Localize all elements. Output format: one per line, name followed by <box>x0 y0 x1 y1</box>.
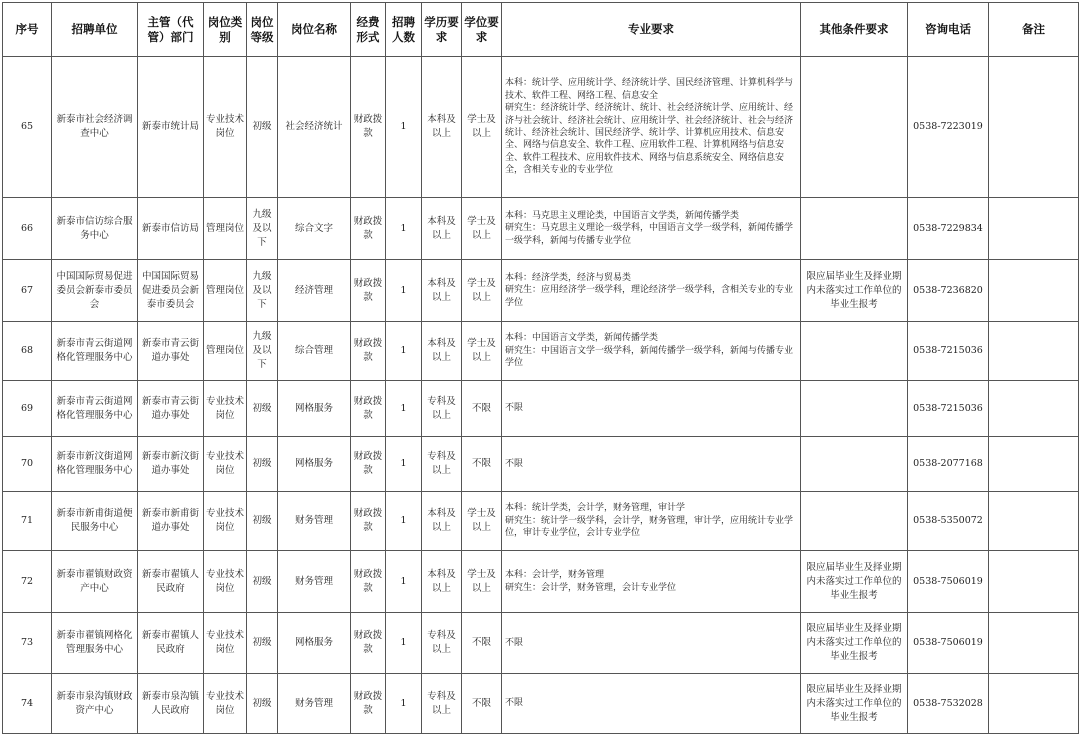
table-row <box>3 198 1079 260</box>
cell-education: 专科及以上 <box>422 674 462 734</box>
cell-dept: 新泰市新甫街道办事处 <box>138 492 204 551</box>
cell-level: 初级 <box>247 551 278 613</box>
header-level: 岗位等级 <box>247 3 278 57</box>
cell-seq: 74 <box>3 674 52 734</box>
cell-phone: 0538-7215036 <box>908 381 989 437</box>
cell-degree: 不限 <box>462 613 502 674</box>
cell-seq: 69 <box>3 381 52 437</box>
cell-position: 社会经济统计 <box>278 57 351 198</box>
cell-count: 1 <box>386 322 422 381</box>
cell-level: 九级及以下 <box>247 198 278 260</box>
cell-level: 初级 <box>247 613 278 674</box>
cell-education: 本科及以上 <box>422 260 462 322</box>
cell-position: 网格服务 <box>278 381 351 437</box>
cell-count: 1 <box>386 381 422 437</box>
cell-count: 1 <box>386 492 422 551</box>
cell-education: 本科及以上 <box>422 322 462 381</box>
header-education: 学历要求 <box>422 3 462 57</box>
cell-degree: 不限 <box>462 674 502 734</box>
cell-phone: 0538-7532028 <box>908 674 989 734</box>
cell-position: 综合文字 <box>278 198 351 260</box>
cell-major: 不限 <box>502 674 801 734</box>
cell-count: 1 <box>386 260 422 322</box>
cell-remark <box>989 674 1079 734</box>
cell-degree: 学士及以上 <box>462 260 502 322</box>
cell-position: 财务管理 <box>278 551 351 613</box>
cell-count: 1 <box>386 613 422 674</box>
cell-dept: 新泰市翟镇人民政府 <box>138 551 204 613</box>
table-row <box>3 381 1079 437</box>
cell-seq: 70 <box>3 437 52 492</box>
cell-count: 1 <box>386 551 422 613</box>
cell-level: 九级及以下 <box>247 260 278 322</box>
cell-education: 本科及以上 <box>422 492 462 551</box>
cell-major: 本科：马克思主义理论类，中国语言文学类，新闻传播学类 研究生：马克思主义理论一级学科，中国语言文学一级学科，新闻传播学一级学科，新闻与传播专业学位 <box>502 198 801 260</box>
table-row <box>3 492 1079 551</box>
header-major: 专业要求 <box>502 3 801 57</box>
cell-remark <box>989 198 1079 260</box>
cell-phone: 0538-7229834 <box>908 198 989 260</box>
cell-remark <box>989 492 1079 551</box>
cell-level: 初级 <box>247 381 278 437</box>
cell-remark <box>989 260 1079 322</box>
cell-dept: 新泰市统计局 <box>138 57 204 198</box>
cell-other <box>801 437 908 492</box>
cell-dept: 新泰市青云街道办事处 <box>138 322 204 381</box>
cell-level: 九级及以下 <box>247 322 278 381</box>
cell-position: 经济管理 <box>278 260 351 322</box>
table-row <box>3 260 1079 322</box>
cell-category: 专业技术岗位 <box>204 57 247 198</box>
cell-phone: 0538-7506019 <box>908 613 989 674</box>
cell-other <box>801 198 908 260</box>
cell-other <box>801 57 908 198</box>
cell-remark <box>989 381 1079 437</box>
table-row <box>3 551 1079 613</box>
header-position: 岗位名称 <box>278 3 351 57</box>
header-unit: 招聘单位 <box>52 3 138 57</box>
table-row <box>3 674 1079 734</box>
cell-level: 初级 <box>247 437 278 492</box>
cell-unit: 新泰市青云街道网格化管理服务中心 <box>52 322 138 381</box>
cell-unit: 新泰市新汶街道网格化管理服务中心 <box>52 437 138 492</box>
cell-dept: 新泰市信访局 <box>138 198 204 260</box>
cell-unit: 新泰市社会经济调查中心 <box>52 57 138 198</box>
cell-level: 初级 <box>247 674 278 734</box>
cell-major: 本科：会计学，财务管理 研究生：会计学，财务管理，会计专业学位 <box>502 551 801 613</box>
cell-seq: 65 <box>3 57 52 198</box>
cell-category: 管理岗位 <box>204 260 247 322</box>
cell-category: 专业技术岗位 <box>204 381 247 437</box>
cell-position: 网格服务 <box>278 613 351 674</box>
cell-phone: 0538-2077168 <box>908 437 989 492</box>
table-row <box>3 322 1079 381</box>
cell-count: 1 <box>386 437 422 492</box>
cell-other <box>801 492 908 551</box>
cell-degree: 不限 <box>462 381 502 437</box>
cell-major: 不限 <box>502 437 801 492</box>
header-seq: 序号 <box>3 3 52 57</box>
header-row <box>3 3 1079 57</box>
cell-funding: 财政拨款 <box>351 492 386 551</box>
cell-funding: 财政拨款 <box>351 381 386 437</box>
header-other: 其他条件要求 <box>801 3 908 57</box>
cell-funding: 财政拨款 <box>351 613 386 674</box>
cell-other <box>801 322 908 381</box>
cell-unit: 新泰市翟镇网格化管理服务中心 <box>52 613 138 674</box>
cell-other: 限应届毕业生及择业期内未落实过工作单位的毕业生报考 <box>801 551 908 613</box>
cell-remark <box>989 437 1079 492</box>
header-degree: 学位要求 <box>462 3 502 57</box>
cell-phone: 0538-7236820 <box>908 260 989 322</box>
cell-level: 初级 <box>247 492 278 551</box>
cell-count: 1 <box>386 674 422 734</box>
cell-major: 不限 <box>502 381 801 437</box>
cell-degree: 学士及以上 <box>462 57 502 198</box>
cell-unit: 新泰市新甫街道便民服务中心 <box>52 492 138 551</box>
header-dept: 主管（代管）部门 <box>138 3 204 57</box>
cell-seq: 67 <box>3 260 52 322</box>
cell-position: 综合管理 <box>278 322 351 381</box>
cell-degree: 不限 <box>462 437 502 492</box>
cell-remark <box>989 551 1079 613</box>
cell-funding: 财政拨款 <box>351 198 386 260</box>
cell-category: 专业技术岗位 <box>204 492 247 551</box>
header-count: 招聘人数 <box>386 3 422 57</box>
cell-phone: 0538-7215036 <box>908 322 989 381</box>
cell-count: 1 <box>386 57 422 198</box>
cell-major: 不限 <box>502 613 801 674</box>
cell-seq: 72 <box>3 551 52 613</box>
cell-count: 1 <box>386 198 422 260</box>
cell-remark <box>989 322 1079 381</box>
cell-funding: 财政拨款 <box>351 551 386 613</box>
cell-seq: 73 <box>3 613 52 674</box>
header-funding: 经费形式 <box>351 3 386 57</box>
cell-degree: 学士及以上 <box>462 322 502 381</box>
recruitment-table <box>2 2 1079 734</box>
cell-major: 本科：经济学类，经济与贸易类 研究生：应用经济学一级学科，理论经济学一级学科，含相关专业的专业学位 <box>502 260 801 322</box>
cell-education: 本科及以上 <box>422 551 462 613</box>
cell-funding: 财政拨款 <box>351 57 386 198</box>
cell-unit: 新泰市翟镇财政资产中心 <box>52 551 138 613</box>
cell-dept: 新泰市新汶街道办事处 <box>138 437 204 492</box>
cell-position: 网格服务 <box>278 437 351 492</box>
cell-category: 专业技术岗位 <box>204 551 247 613</box>
header-phone: 咨询电话 <box>908 3 989 57</box>
cell-funding: 财政拨款 <box>351 674 386 734</box>
cell-position: 财务管理 <box>278 674 351 734</box>
cell-seq: 71 <box>3 492 52 551</box>
cell-level: 初级 <box>247 57 278 198</box>
cell-category: 管理岗位 <box>204 198 247 260</box>
cell-other: 限应届毕业生及择业期内未落实过工作单位的毕业生报考 <box>801 674 908 734</box>
table-row <box>3 613 1079 674</box>
cell-degree: 学士及以上 <box>462 198 502 260</box>
table-row <box>3 57 1079 198</box>
table-row <box>3 437 1079 492</box>
cell-dept: 新泰市泉沟镇人民政府 <box>138 674 204 734</box>
cell-seq: 68 <box>3 322 52 381</box>
cell-degree: 学士及以上 <box>462 551 502 613</box>
cell-degree: 学士及以上 <box>462 492 502 551</box>
cell-category: 专业技术岗位 <box>204 437 247 492</box>
cell-phone: 0538-5350072 <box>908 492 989 551</box>
cell-category: 管理岗位 <box>204 322 247 381</box>
cell-major: 本科：中国语言文学类，新闻传播学类 研究生：中国语言文学一级学科，新闻传播学一级学科，新闻与传播专业学位 <box>502 322 801 381</box>
cell-other: 限应届毕业生及择业期内未落实过工作单位的毕业生报考 <box>801 613 908 674</box>
cell-seq: 66 <box>3 198 52 260</box>
header-category: 岗位类别 <box>204 3 247 57</box>
cell-major: 本科：统计学类，会计学，财务管理，审计学 研究生：统计学一级学科，会计学，财务管理，审计学，应用统计专业学位，审计专业学位，会计专业学位 <box>502 492 801 551</box>
cell-unit: 新泰市青云街道网格化管理服务中心 <box>52 381 138 437</box>
cell-dept: 中国国际贸易促进委员会新泰市委员会 <box>138 260 204 322</box>
cell-unit: 新泰市信访综合服务中心 <box>52 198 138 260</box>
cell-funding: 财政拨款 <box>351 437 386 492</box>
cell-category: 专业技术岗位 <box>204 613 247 674</box>
cell-remark <box>989 57 1079 198</box>
cell-education: 专科及以上 <box>422 381 462 437</box>
cell-education: 本科及以上 <box>422 198 462 260</box>
cell-education: 本科及以上 <box>422 57 462 198</box>
cell-category: 专业技术岗位 <box>204 674 247 734</box>
cell-major: 本科：统计学、应用统计学、经济统计学、国民经济管理、计算机科学与技术、软件工程、网络工程、信息安全 研究生：经济统计学、经济统计、统计、社会经济统计学、应用统计、经济与社会统计、经济社会统计、应用统计学、社会经济统计、社会与经济统计、经济社会统计、国民经济学、统计学、计算机应用技术、信息安全、网络与信息安全、软件工程、应用软件工程、计算机网络与信息安全、软件工程技术、应用软件技术、网络与信息系统安全、网络信息安全，含相关专业的专业学位 <box>502 57 801 198</box>
cell-phone: 0538-7223019 <box>908 57 989 198</box>
cell-funding: 财政拨款 <box>351 322 386 381</box>
cell-funding: 财政拨款 <box>351 260 386 322</box>
cell-education: 专科及以上 <box>422 613 462 674</box>
cell-position: 财务管理 <box>278 492 351 551</box>
cell-unit: 新泰市泉沟镇财政资产中心 <box>52 674 138 734</box>
cell-dept: 新泰市青云街道办事处 <box>138 381 204 437</box>
header-remark: 备注 <box>989 3 1079 57</box>
cell-other: 限应届毕业生及择业期内未落实过工作单位的毕业生报考 <box>801 260 908 322</box>
cell-other <box>801 381 908 437</box>
cell-remark <box>989 613 1079 674</box>
cell-education: 专科及以上 <box>422 437 462 492</box>
cell-dept: 新泰市翟镇人民政府 <box>138 613 204 674</box>
cell-unit: 中国国际贸易促进委员会新泰市委员会 <box>52 260 138 322</box>
cell-phone: 0538-7506019 <box>908 551 989 613</box>
